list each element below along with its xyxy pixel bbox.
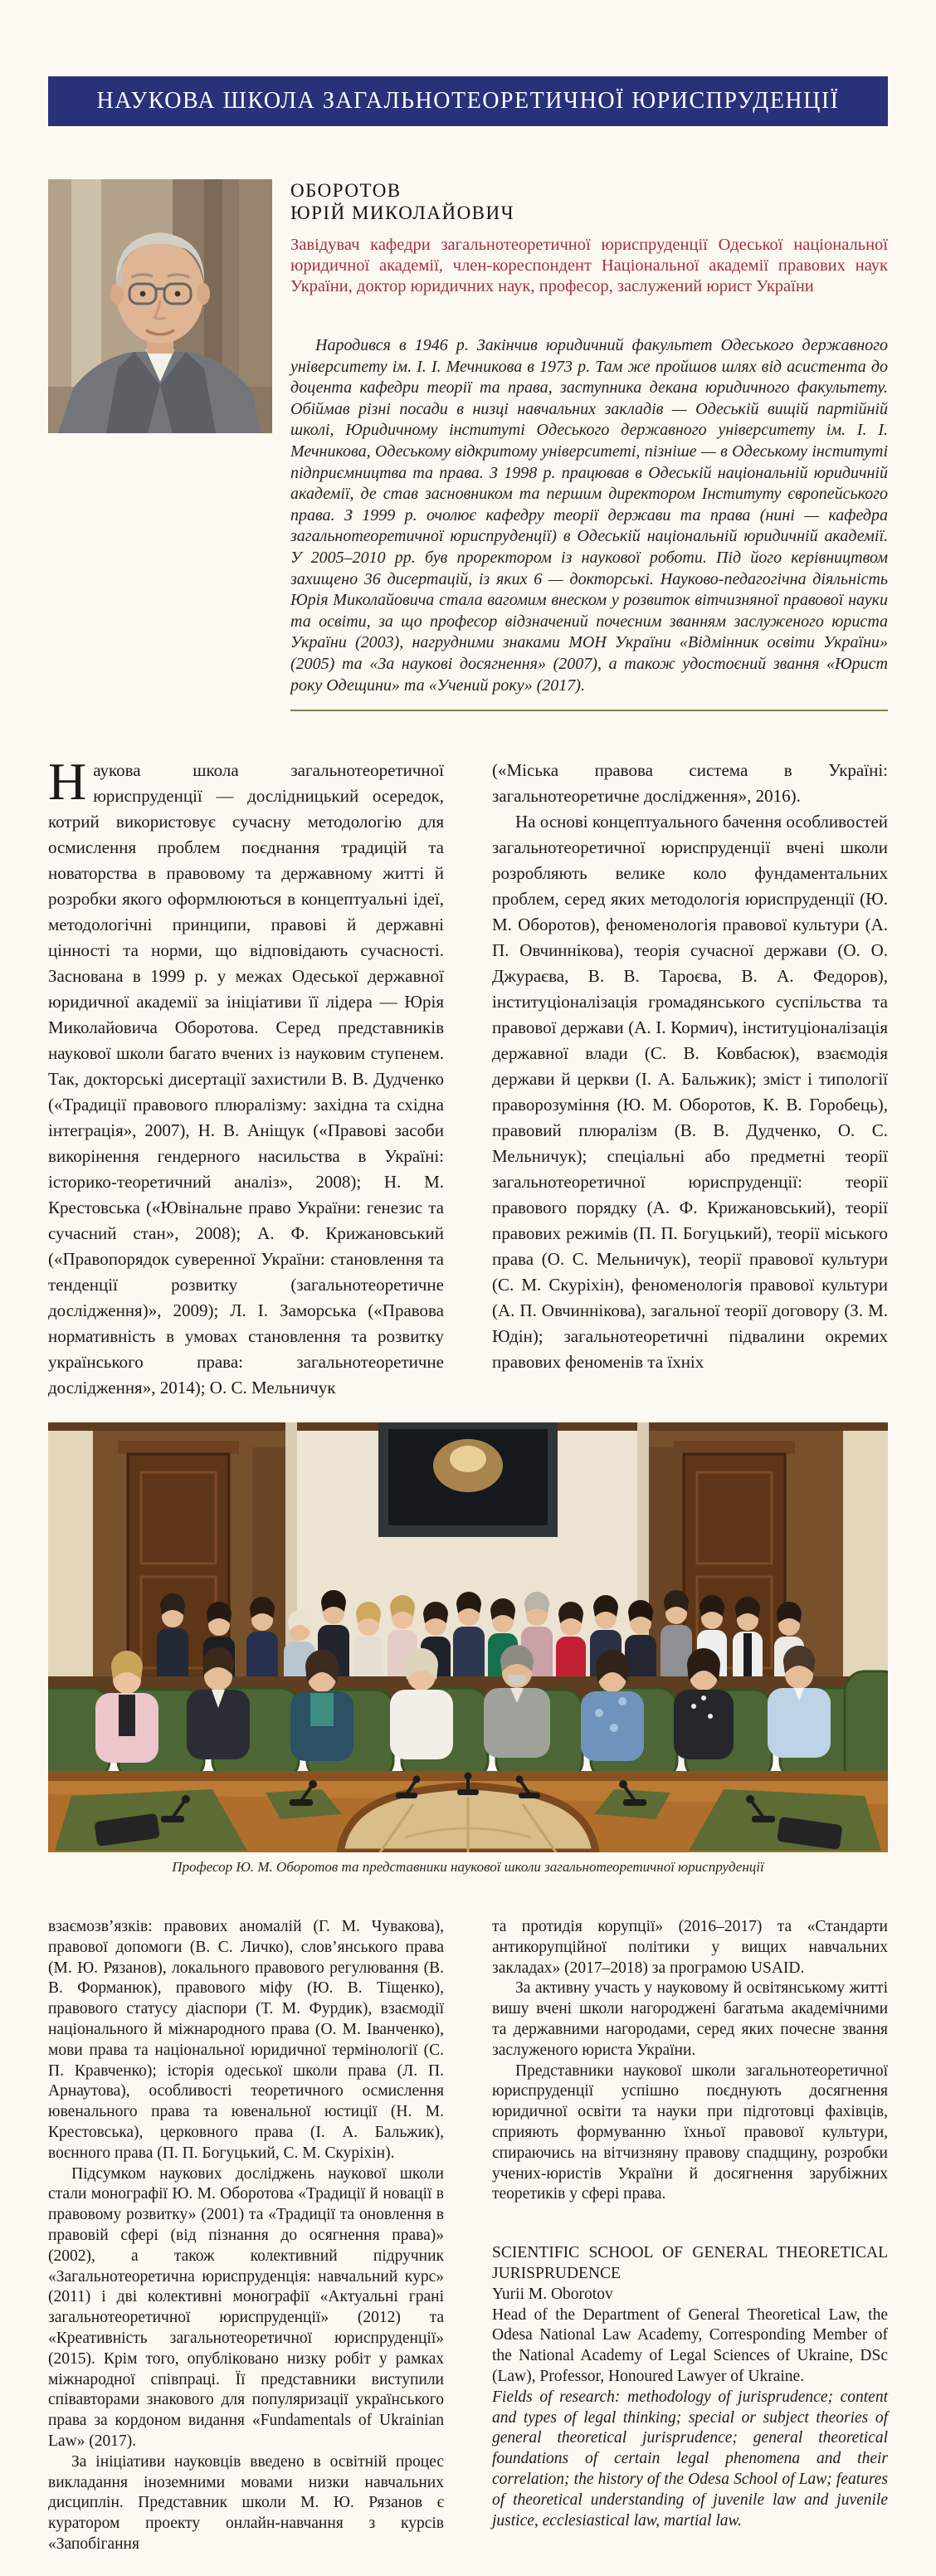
article-column-right — [492, 758, 888, 1401]
biography-paragraph: Народився в 1946 р. Закінчив юридичний факультет Одеського державного університету ім. І. І. Мечникова в 1973 р. Там же пройшов шлях від асистента до доцента кафедри теорії та права, заступника декана юридичного факультету. Обіймав різні посади в низці навчальних закладів — Одеській вищій партійній школі, Юридичному інституті Одеського державного університету ім. І. І. Мечникова, Одеському відкритому університеті, пізніше — в Одеському інституті підприємництва та права. З 1998 р. працював в Одеській національній юридичній академії, де став засновником та першим директором Інституту європейського права. З 1999 р. очолює кафедру теорії держави та права (нині — кафедра загальнотеоретичної юриспруденції) в Одеській національній юридичній академії. У 2005–2010 рр. був проректором із наукової роботи. Під його керівництвом захищено 36 дисертацій, із яких 6 — докторські. Науково-педагогічна діяльність Юрія Миколайовича стала вагомим внеском у розвиток вітчизняної правової науки та освіти, за що професор відзначений почесним званням заслуженого юриста України (2003), нагрудними знаками МОН України «Відмінник освіти України» (2005) та «За наукові досягнення» (2007), а також удостоєний звання «Юрист року Одещини» та «Учений року» (2017). — [290, 336, 888, 695]
drop-cap: Н — [48, 752, 87, 812]
paragraph: За активну участь у науковому й освітянському житті вишу вчені школи нагороджені багатьма академічними та державними нагородами, серед яких почесне звання заслуженого юриста України. — [492, 1979, 888, 2059]
profile-text-block — [290, 179, 888, 711]
paragraph: Підсумком наукових досліджень наукової школи стали монографії Ю. М. Оборотова «Традиції й новації в правовому розвитку» (2001) та «Традиції та оновлення в правовій сфері (від пізнання до осягнення права)» (2002), а також колективний підручник «Загальнотеоретична юриспруденція: навчальний курс» (2011) і дві колективні монографії «Актуальні грані загальнотеоретичної юриспруденції» (2012) та «Креативність загальнотеоретичної юриспруденції» (2015). Крім того, опубліковано низку робіт у рамках міжнародної співпраці. Її представники виступили співавторами знакового для популяризації українського права за кордоном видання «Fundamentals of Ukrainian Law» (2017). — [48, 2164, 444, 2451]
portrait-illustration — [48, 179, 272, 433]
paragraph — [48, 752, 444, 1401]
english-credentials: Head of the Department of General Theoretical Law, the Odesa National Law Academy, Corresponding Member of the National Academy of Legal Sciences of Ukraine, DSc (Law), Professor, Honoured Lawyer of Ukraine. — [492, 2305, 888, 2386]
page — [0, 76, 936, 2576]
paragraph: За ініціативи науковців введено в освітній процес викладання іноземними мовами низки навчальних дисциплін. Представник школи М. Ю. Рязанов є куратором проекту онлайн-навчання з курсів «Запобігання — [48, 2452, 444, 2553]
paragraph: На основі концептуального бачення особливостей загальнотеоретичної юриспруденції вчені школи розробляють велике коло фундаментальних проблем, серед яких методологія юриспруденції (Ю. М. Оборотов), феноменологія правової культури (А. П. Овчиннікова), теорія сучасної держави (О. О. Джураєва, В. В. Тароєва, В. А. Федоров), інституціоналізація громадянського суспільства та правової держави (А. І. Кормич), інституціоналізація державної влади (С. В. Ковбасюк), взаємодія держави й церкви (І. А. Бальжик); зміст і типології праворозуміння (Ю. М. Оборотов, К. В. Горобець), правовий плюралізм (В. В. Дудченко, О. С. Мельничук); спеціальні або предметні теорії загальнотеоретичної юриспруденції: теорії правового порядку (А. Ф. Крижановський), теорії правових режимів (П. П. Богуцький), теорії міського права (О. С. Мельничук), теорії правової культури (С. М. Скуріхін), феноменологія правової культури (А. П. Овчиннікова), загальної теорії договору (З. М. Юдін); загальнотеоретичні підвалини окремих правових феноменів та їхніх — [492, 812, 888, 1373]
page-content — [48, 76, 888, 2555]
profile-block — [48, 179, 888, 711]
article-column-left — [48, 1917, 444, 2555]
section-title-banner — [48, 76, 888, 126]
photo-caption: Професор Ю. М. Оборотов та представники наукової школи загальнотеоретичної юриспруденції — [172, 1859, 764, 1876]
english-author: Yurii M. Oborotov — [492, 2285, 613, 2303]
article-column-left — [48, 752, 444, 1401]
group-photo — [48, 1422, 888, 1852]
paragraph-text: аукова школа загальнотеоретичної юриспруденції — дослідницький осередок, котрий використовує сучасну методологію для осмислення проблем поєднання традицій та новаторства в правовому та державному житті й розробки якого оформлюються в концептуальні ідеї, методологічні принципи, правові й державні цінності та норми, що відповідають сучасності. Заснована в 1999 р. у межах Одеської державної юридичної академії за ініціативи її лідера — Юрія Миколайовича Оборотова. Серед представників наукової школи багато вчених із науковим ступенем. Так, докторські дисертації захистили В. В. Дудченко («Традиції правового плюралізму: західна та східна інтеграція», 2007), Н. В. Аніщук («Правові засоби викорінення гендерного насильства в Україні: історико-теоретичний аналіз», 2008); Н. М. Крестовська («Ювінальне право України: генезис та сучасний стан», 2008); А. Ф. Крижановський («Правопорядок суверенної України: становлення та тенденції розвитку (загальнотеоретичне дослідження)», 2009); Л. І. Заморська («Правова нормативність в умовах становлення та розвитку українського права: загальнотеоретичне дослідження», 2014); О. С. Мельничук — [48, 760, 444, 1398]
section-divider — [290, 710, 888, 711]
article-columns-bottom — [48, 1917, 888, 2555]
page-title: НАУКОВА ШКОЛА ЗАГАЛЬНОТЕОРЕТИЧНОЇ ЮРИСПРУДЕНЦІЇ — [96, 88, 840, 114]
english-fields-of-research: Fields of research: methodology of jurisprudence; content and types of legal thinking; special or subject theories of general theoretical jurisprudence; general theoretical foundations of certain legal phenomena and their correlation; the history of the Odesa School of Law; features of theoretical understanding of juvenile law and juvenile justice, ecclesiastical law, martial law. — [492, 2388, 888, 2530]
paragraph: взаємозв’язків: правових аномалій (Г. М. Чувакова), правової допомоги (В. С. Личко), слов’янського права (М. Ю. Рязанов), локального правового регулювання (В. В. Форманюк), правового міфу (Ю. В. Тіщенко), правового статусу діаспори (Т. М. Фурдик), взаємодії національного й міжнародного права (О. М. Іванченко), мови права та національної юридичної термінології (С. П. Кравченко); історія одеської школи права (Л. П. Арнаутова), особливості теоретичного осмислення ювенального права та ювенальної юстиції (Н. М. Крестовська), церковного права (І. А. Бальжик), воєнного права (П. П. Богуцький, С. М. Скуріхін). — [48, 1918, 444, 2162]
paragraph: Представники наукової школи загальнотеоретичної юриспруденції успішно поєднують досягнення юридичної освіти та науки при підготовці фахівців, сприяють формуванню їхньої правової культури, спираючись на вітчизняну правову спадщину, розробки учених-юристів України й досягнення зарубіжних теоретиків у сфері права. — [492, 2061, 888, 2203]
person-given-names: ЮРІЙ МИКОЛАЙОВИЧ — [290, 202, 515, 223]
english-summary — [492, 2243, 888, 2531]
paragraph: («Міська правова система в Україні: загальнотеоретичне дослідження», 2016). — [492, 760, 888, 807]
group-photo-illustration — [48, 1422, 888, 1852]
paragraph: та протидія корупції» (2016–2017) та «Стандарти антикорупційної політики у вищих навчальних закладах» (2017–2018) за програмою USAID. — [492, 1918, 888, 1977]
person-position: Завідувач кафедри загальнотеоретичної юриспруденції Одеської національної юридичної академії, член-кореспондент Національної академії правових наук України, доктор юридичних наук, професор, заслужений юрист України — [290, 236, 888, 295]
article-columns-top — [48, 752, 888, 1401]
english-title: SCIENTIFIC SCHOOL OF GENERAL THEORETICAL JURISPRUDENCE — [492, 2244, 888, 2283]
portrait-photo — [48, 179, 272, 433]
person-surname: ОБОРОТОВ — [290, 180, 402, 201]
article-column-right — [492, 1917, 888, 2555]
